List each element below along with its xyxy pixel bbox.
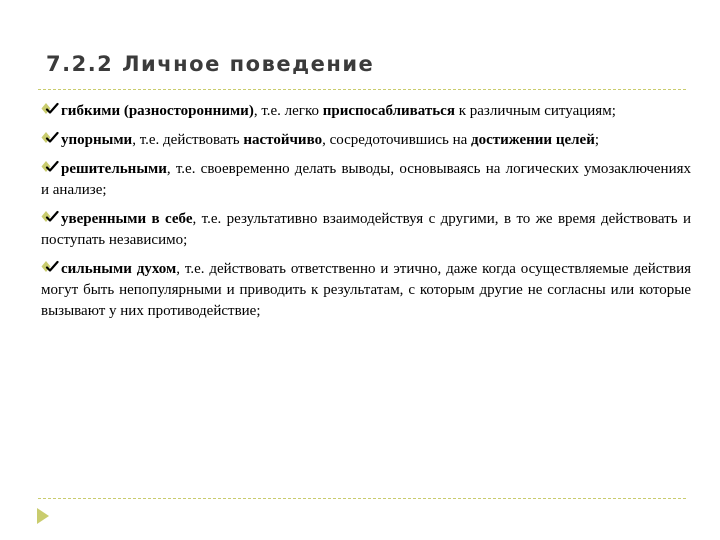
slide-title: 7.2.2 Личное поведение — [46, 52, 375, 76]
item-text: ; — [594, 132, 600, 148]
list-item — [41, 259, 691, 322]
item-text: , т.е. действовать ответственно и этично, даже когда осуществляемые действия могут быть непопулярными и приводить к результатам, с которым другие не согласны или которые вызывают у них противодействие; — [41, 261, 692, 319]
item-text: , т.е. результативно взаимодействуя с другими, в то же время действовать и поступать независимо; — [41, 211, 691, 248]
list-item — [41, 130, 691, 151]
item-bold-text: упорными — [61, 132, 133, 148]
diamond-checkmark-icon — [41, 210, 59, 224]
item-text: , т.е. своевременно делать выводы, основываясь на логических умозаключениях и анализе; — [41, 161, 691, 198]
item-bold-text: настойчиво — [243, 132, 323, 148]
diamond-checkmark-icon — [41, 102, 59, 116]
list-item — [41, 159, 691, 201]
list-item — [41, 101, 691, 122]
item-bold-text: приспосабливаться — [322, 103, 455, 119]
item-text: , т.е. легко — [253, 103, 323, 119]
item-bold-text: сильными духом — [61, 261, 177, 277]
list-item — [41, 209, 691, 251]
diamond-checkmark-icon — [41, 160, 59, 174]
diamond-checkmark-icon — [41, 260, 59, 274]
item-text: к различным ситуациям; — [454, 103, 616, 119]
item-bold-text: достижении целей — [471, 132, 595, 148]
diamond-checkmark-icon — [41, 131, 59, 145]
item-bold-text: гибкими (разносторонними) — [61, 103, 254, 119]
item-text: , сосредоточившись на — [322, 132, 472, 148]
top-divider — [38, 89, 686, 90]
item-bold-text: решительными — [61, 161, 167, 177]
bottom-divider — [38, 498, 686, 499]
item-bold-text: уверенными в себе — [61, 211, 193, 227]
triangle-arrow-icon — [36, 507, 50, 525]
bullet-list — [41, 101, 691, 330]
item-text: , т.е. действовать — [132, 132, 244, 148]
